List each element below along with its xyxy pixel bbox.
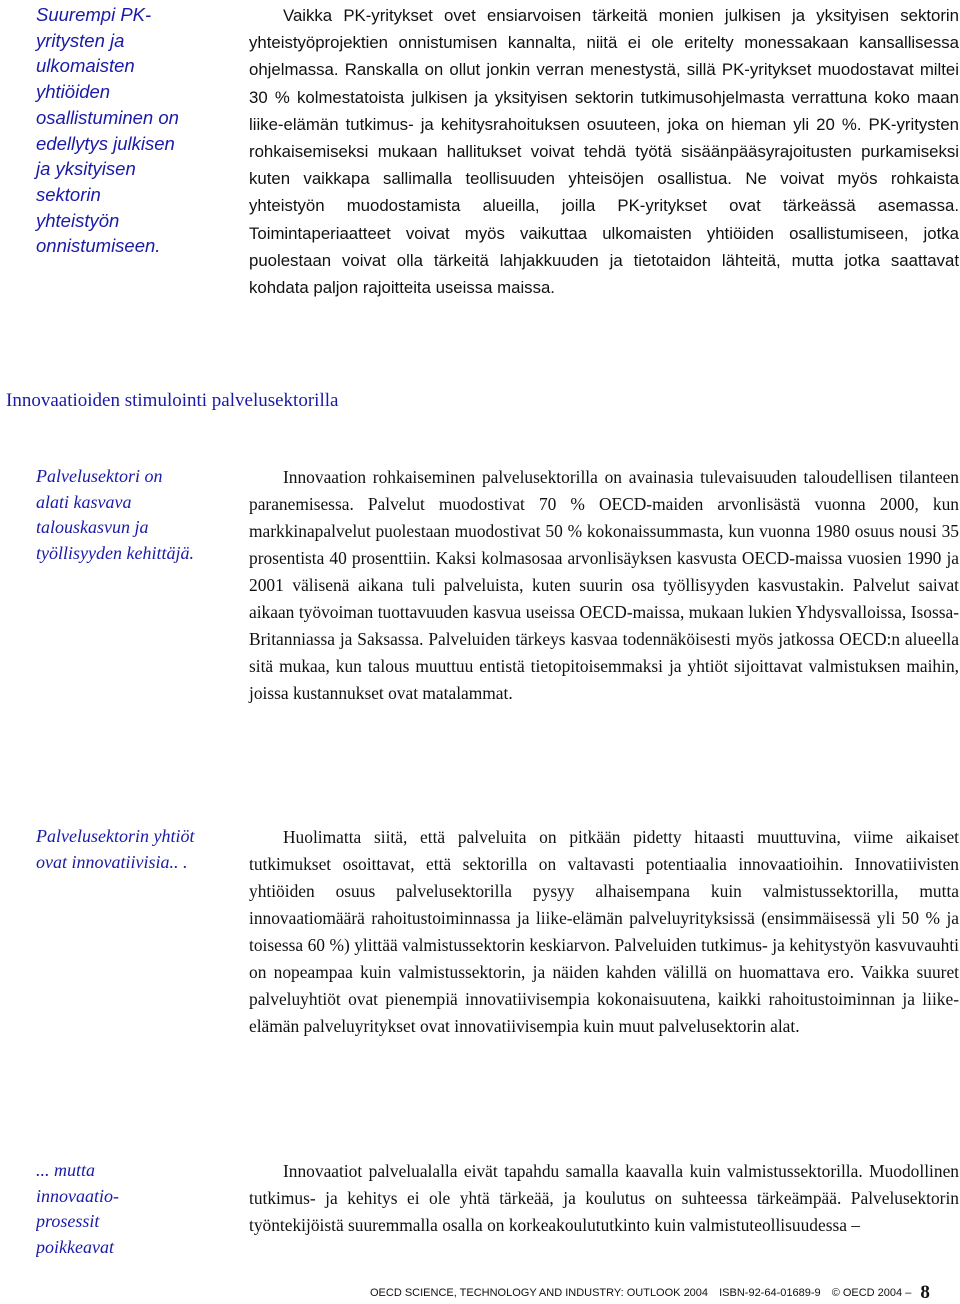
footer-copyright: © OECD 2004	[831, 1287, 903, 1299]
margin-note-processes-differ	[36, 1158, 156, 1260]
margin-note-text: Palvelusektori on alati kasvava talouskasvun ja työllisyyden kehittäjä.	[36, 466, 194, 563]
section-heading: Innovaatioiden stimulointi palvelusektorilla	[6, 390, 339, 411]
margin-note-text: ... mutta innovaatio-prosessit poikkeavat	[36, 1160, 119, 1257]
paragraph-text: Innovaatiot palvelualalla eivät tapahdu samalla kaavalla kuin valmistussektorilla. Muodollinen tutkimus- ja kehitys ei ole yhtä tärkeää, ja koulutus on suhteessa tärkeämpää. Palvelusektorin työntekijöistä suuremmalla osalla on korkeakoulututkinto kuin valmistuteollisuudessa –	[249, 1161, 959, 1235]
paragraph-smes	[249, 2, 959, 301]
page-footer	[370, 1282, 946, 1304]
margin-note-text: Suurempi PK-yritysten ja ulkomaisten yhtiöiden osallistuminen on edellytys julkisen ja yksityisen sektorin yhteistyön onnistumiseen.	[36, 4, 179, 257]
footer-dash: –	[905, 1287, 912, 1299]
page-number: 8	[920, 1282, 930, 1303]
footer-publication: OECD SCIENCE, TECHNOLOGY AND INDUSTRY: OUTLOOK 2004	[370, 1287, 709, 1299]
margin-note-text: Palvelusektorin yhtiöt ovat innovatiivisia.. .	[36, 826, 195, 872]
margin-note-smes	[36, 2, 186, 259]
margin-note-service-innovative	[36, 824, 196, 875]
footer-isbn: ISBN-92-64-01689-9	[719, 1287, 821, 1299]
paragraph-text: Huolimatta siitä, että palveluita on pitkään pidetty hitaasti muuttuvina, viime aikaiset tutkimukset osoittavat, että sektorilla on valtavasti potentiaalia innovaatioihin. Innovatiivisten yhtiöiden osuus palvelusektorilla pysyy alhaisempana kuin valmistussektorilla, mutta innovaatiomäärä rahoitustoiminnassa ja liike-elämän palveluyrityksissä (ensimmäisessä yli 50 % ja toisessa 60 %) ylittää valmistussektorin keskiarvon. Palveluiden tutkimus- ja kehitystyön kasvuvauhti on nopeampaa kuin valmistussektorin, ja näiden kahden välillä on huomattava ero. Vaikka suuret palveluyhtiöt ovat pienempiä innovatiivisempia kokonaisuutena, kaikki rahoitustoiminnan ja liike-elämän palveluyritykset ovat innovatiivisempia kuin muut palvelusektorin alat.	[249, 827, 959, 1036]
paragraph-service-growth	[249, 464, 959, 707]
paragraph-text: Innovaation rohkaiseminen palvelusektorilla on avainasia tulevaisuuden taloudellisen tilanteen paranemisessa. Palvelut muodostivat 70 % OECD-maiden arvonlisästä vuonna 2000, kun markkinapalvelut puolestaan muodostivat 50 % kokonaissummasta, kun vuonna 1980 osuus nousi 35 prosentista 40 prosenttiin. Kaksi kolmasosaa arvonlisäyksen kasvusta OECD-maissa vuosien 1990 ja 2001 välisenä aikana tuli palveluista, kuten suurin osa työllisyyden kasvustakin. Palvelut saivat aikaan työvoiman tuottavuuden kasvua useissa OECD-maissa, mukaan lukien Yhdysvalloissa, Isossa-Britanniassa ja Saksassa. Palveluiden tärkeys kasvaa todennäköisesti myös jatkossa OECD:n alueella sitä mukaa, kun talous muuttuu entistä tietopitoisemmaksi ja yhtiöt sijoittavat valmistuksen maihin, joissa kustannukset ovat matalammat.	[249, 467, 959, 703]
margin-note-service-growth	[36, 464, 196, 566]
paragraph-service-innovation	[249, 824, 959, 1040]
paragraph-service-processes	[249, 1158, 959, 1239]
paragraph-text: Vaikka PK-yritykset ovet ensiarvoisen tärkeitä monien julkisen ja yksityisen sektorin yhteistyöprojektien onnistumisen kannalta, niitä ei ole eritelty monessakaan kansallisessa ohjelmassa. Ranskalla on ollut jonkin verran menestystä, sillä PK-yritykset muodostavat miltei 30 % kolmestatoista julkisen ja yksityisen sektorin tutkimusohjelmasta verrattuna koko maan liike-elämän tutkimus- ja kehitysrahoituksen osuuteen, joka on hieman yli 20 %. PK-yritysten rohkaisemiseksi mukaan hallitukset voivat tehdä työtä sisäänpääsyrajoitusten purkamiseksi kuten vaikkapa sallimalla teollisuuden yhteisöjen osallistua. Ne voivat myös rohkaista yhteistyön muodostamista alueilla, joilla PK-yritykset ovat tärkeässä asemassa. Toimintaperiaatteet voivat myös vaikuttaa ulkomaisten yhtiöiden osallistumiseen, jotka puolestaan voivat olla tärkeitä lahjakkuuden ja tietotaidon lähteitä, mutta jotka saattavat kohdata paljon rajoitteita useissa maissa.	[249, 6, 959, 298]
